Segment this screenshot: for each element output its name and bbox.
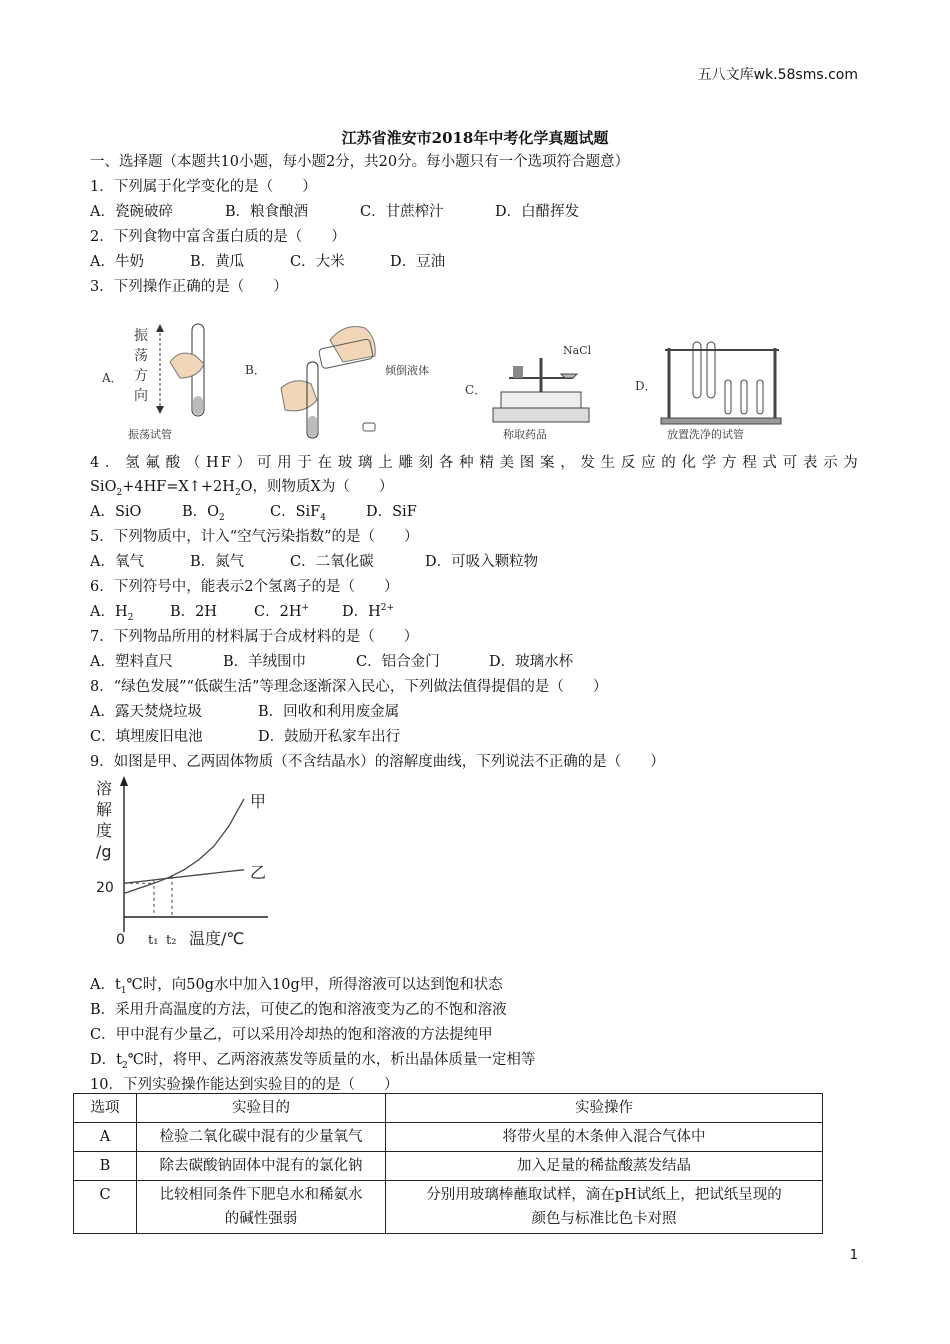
figure-d-letter: D． <box>635 379 657 393</box>
q8-option-a[interactable]: A．露天焚烧垃圾 <box>90 704 202 720</box>
weight-icon <box>513 366 523 378</box>
stopper-icon <box>363 423 375 431</box>
rack-base <box>661 418 781 424</box>
q8-option-d[interactable]: D．鼓励开私家车出行 <box>258 729 401 745</box>
page-number: 1 <box>849 1248 858 1263</box>
page-title: 江苏省淮安市2018年中考化学真题试题 <box>341 129 609 147</box>
q5-option-a[interactable]: A．氧气 <box>90 554 144 570</box>
tube-upright-2 <box>741 380 747 414</box>
figure-c-caption: 称取药品 <box>503 428 547 441</box>
row-goal: 检验二氧化碳中混有的少量氧气 <box>137 1123 386 1152</box>
q5-option-c[interactable]: C．二氧化碳 <box>290 554 374 570</box>
q6-option-d[interactable]: D．$H^{2+}$ <box>342 603 395 620</box>
series-label-2: 乙 <box>250 862 267 882</box>
section-heading: 一、选择题（本题共10小题，每小题2分，共20分。每小题只有一个选项符合题意） <box>90 154 630 170</box>
q9-option-a[interactable]: A．$t_1℃$时，向50g水中加入10g甲，所得溶液可以达到饱和状态 <box>90 977 503 996</box>
q2-option-a[interactable]: A．牛奶 <box>90 254 144 270</box>
x-tick-t1: t₁ <box>148 933 159 948</box>
header-operation: 实验操作 <box>386 1094 823 1123</box>
q3-figures <box>100 318 780 443</box>
liquid-in-tube <box>193 396 203 415</box>
q5-option-b[interactable]: B．氮气 <box>190 554 245 570</box>
q1-option-d[interactable]: D．白醋挥发 <box>495 204 580 220</box>
q6-stem: 6．下列符号中，能表示2个氢离子的是（ ） <box>90 579 399 595</box>
q7-option-b[interactable]: B．羊绒围巾 <box>223 654 307 670</box>
y-label-char-3: 度 <box>96 821 113 840</box>
origin-label: 0 <box>116 932 125 948</box>
table-row[interactable] <box>74 1152 823 1181</box>
q7-options <box>90 650 573 671</box>
row-operation: 加入足量的稀盐酸蒸发结晶 <box>386 1152 823 1181</box>
q7-option-a[interactable]: A．塑料直尺 <box>90 654 173 670</box>
figure-a-caption: 振荡试管 <box>128 428 172 441</box>
q8-option-b[interactable]: B．回收和利用废金属 <box>258 704 400 720</box>
q7-option-d[interactable]: D．玻璃水杯 <box>489 654 574 670</box>
q9-stem: 9．如图是甲、乙两固体物质（不含结晶水）的溶解度曲线，下列说法不正确的是（ ） <box>90 754 665 770</box>
figure-c-letter: C． <box>465 383 487 397</box>
q4-options <box>90 500 417 523</box>
q1-option-a[interactable]: A．瓷碗破碎 <box>90 204 173 220</box>
hand-top-icon <box>330 327 375 363</box>
y-axis-arrow <box>120 776 128 786</box>
row-option: C <box>74 1181 137 1234</box>
figure-b-caption: 倾倒液体 <box>385 364 429 377</box>
q1-options <box>90 200 579 221</box>
table-row[interactable] <box>74 1123 823 1152</box>
header-option: 选项 <box>74 1094 137 1123</box>
tube-upright-1 <box>725 380 731 414</box>
table-row[interactable] <box>74 1181 823 1234</box>
figure-a-vlabel-2: 荡 <box>134 348 148 364</box>
header-goal: 实验目的 <box>137 1094 386 1123</box>
q4-option-a[interactable]: A．SiO <box>90 504 142 520</box>
y-label-char-2: 解 <box>96 800 113 819</box>
balance-base <box>493 408 589 422</box>
x-tick-t2: t₂ <box>166 933 177 948</box>
q3-stem: 3．下列操作正确的是（ ） <box>90 279 288 295</box>
q2-option-c[interactable]: C．大米 <box>290 254 345 270</box>
series-line-1 <box>124 799 244 894</box>
y-label-char-1: 溶 <box>96 779 113 798</box>
q2-option-b[interactable]: B．黄瓜 <box>190 254 245 270</box>
balance-body <box>501 392 581 408</box>
row-operation: 分别用玻璃棒蘸取试样，滴在pH试纸上，把试纸呈现的 颜色与标准比色卡对照 <box>386 1181 823 1234</box>
q7-option-c[interactable]: C．铝合金门 <box>356 654 440 670</box>
q5-options <box>90 550 538 571</box>
row-option: A <box>74 1123 137 1152</box>
q1-stem: 1．下列属于化学变化的是（ ） <box>90 179 317 195</box>
q8-options-row2 <box>90 725 400 746</box>
q1-option-c[interactable]: C．甘蔗榨汁 <box>360 204 444 220</box>
q7-stem: 7．下列物品所用的材料属于合成材料的是（ ） <box>90 629 419 645</box>
figure-a-shake-tube[interactable] <box>100 318 220 443</box>
figure-d-tube-rack[interactable] <box>635 318 805 443</box>
q6-option-c[interactable]: C．2H+ <box>254 603 310 620</box>
q4-line2: $SiO_2+4HF=X↑+2H_2O$，则物质X为（ ） <box>90 479 394 498</box>
q8-option-c[interactable]: C．填埋废旧电池 <box>90 729 203 745</box>
q5-stem: 5．下列物质中，计入“空气污染指数”的是（ ） <box>90 529 419 545</box>
figure-a-letter: A． <box>102 371 123 385</box>
solubility-chart <box>90 772 267 952</box>
x-axis-label: 温度/℃ <box>189 929 245 948</box>
hand-bottom-icon <box>281 381 317 411</box>
q6-option-a[interactable]: A．$H_2$ <box>90 604 134 623</box>
q9-option-b[interactable]: B．采用升高温度的方法，可使乙的饱和溶液变为乙的不饱和溶液 <box>90 1002 507 1018</box>
table-header-row <box>74 1094 823 1123</box>
q9-option-d[interactable]: D．$t_2℃$时，将甲、乙两溶液蒸发等质量的水，析出晶体质量一定相等 <box>90 1052 536 1071</box>
figure-b-letter: B． <box>245 363 266 377</box>
figure-b-pour-liquid[interactable] <box>245 318 445 443</box>
q2-stem: 2．下列食物中富含蛋白质的是（ ） <box>90 229 346 245</box>
q4-line1: 4．氢氟酸（HF）可用于在玻璃上雕刻各种精美图案，发生反应的化学方程式可表示为 <box>90 455 860 471</box>
q8-stem: 8．“绿色发展”“低碳生活”等理念逐渐深入民心，下列做法值得提倡的是（ ） <box>90 679 608 695</box>
q1-option-b[interactable]: B．粮食酿酒 <box>225 204 309 220</box>
row-goal: 除去碳酸钠固体中混有的氯化钠 <box>137 1152 386 1181</box>
hand-icon <box>170 353 204 378</box>
figure-a-vlabel-3: 方 <box>134 368 148 384</box>
row-operation: 将带火星的木条伸入混合气体中 <box>386 1123 823 1152</box>
experiment-table <box>73 1093 823 1234</box>
q4-option-b[interactable]: B．$O_2$ <box>182 504 225 523</box>
nacl-label: NaCl <box>563 344 592 357</box>
figure-c-weigh-reagent[interactable] <box>465 318 605 443</box>
figure-d-caption: 放置洗净的试管 <box>667 428 744 441</box>
liquid-in-tube <box>308 416 317 437</box>
series-label-1: 甲 <box>250 791 267 811</box>
q4-option-c[interactable]: C．SiF$_4$ <box>270 504 326 523</box>
q6-options <box>90 600 394 623</box>
q2-options <box>90 250 445 271</box>
y-tick-label: 20 <box>96 880 114 896</box>
q4-option-d[interactable]: D．SiF <box>366 504 417 520</box>
q6-option-b[interactable]: B．2H <box>170 604 218 620</box>
figure-a-vlabel-4: 向 <box>134 388 148 404</box>
tube-upright-3 <box>757 380 763 414</box>
q10-stem: 10．下列实验操作能达到实验目的的是（ ） <box>90 1077 399 1093</box>
row-goal: 比较相同条件下肥皂水和稀氨水 的碱性强弱 <box>137 1181 386 1234</box>
y-label-char-4: /g <box>96 842 112 861</box>
q5-option-d[interactable]: D．可吸入颗粒物 <box>425 554 539 570</box>
figure-a-vlabel-1: 振 <box>134 328 148 344</box>
series-line-2 <box>124 870 244 884</box>
q9-option-c[interactable]: C．甲中混有少量乙，可以采用冷却热的饱和溶液的方法提纯甲 <box>90 1027 493 1043</box>
row-option: B <box>74 1152 137 1181</box>
q8-options-row1 <box>90 700 399 721</box>
watermark: 五八文库wk.58sms.com <box>697 67 858 83</box>
q2-option-d[interactable]: D．豆油 <box>390 254 446 270</box>
